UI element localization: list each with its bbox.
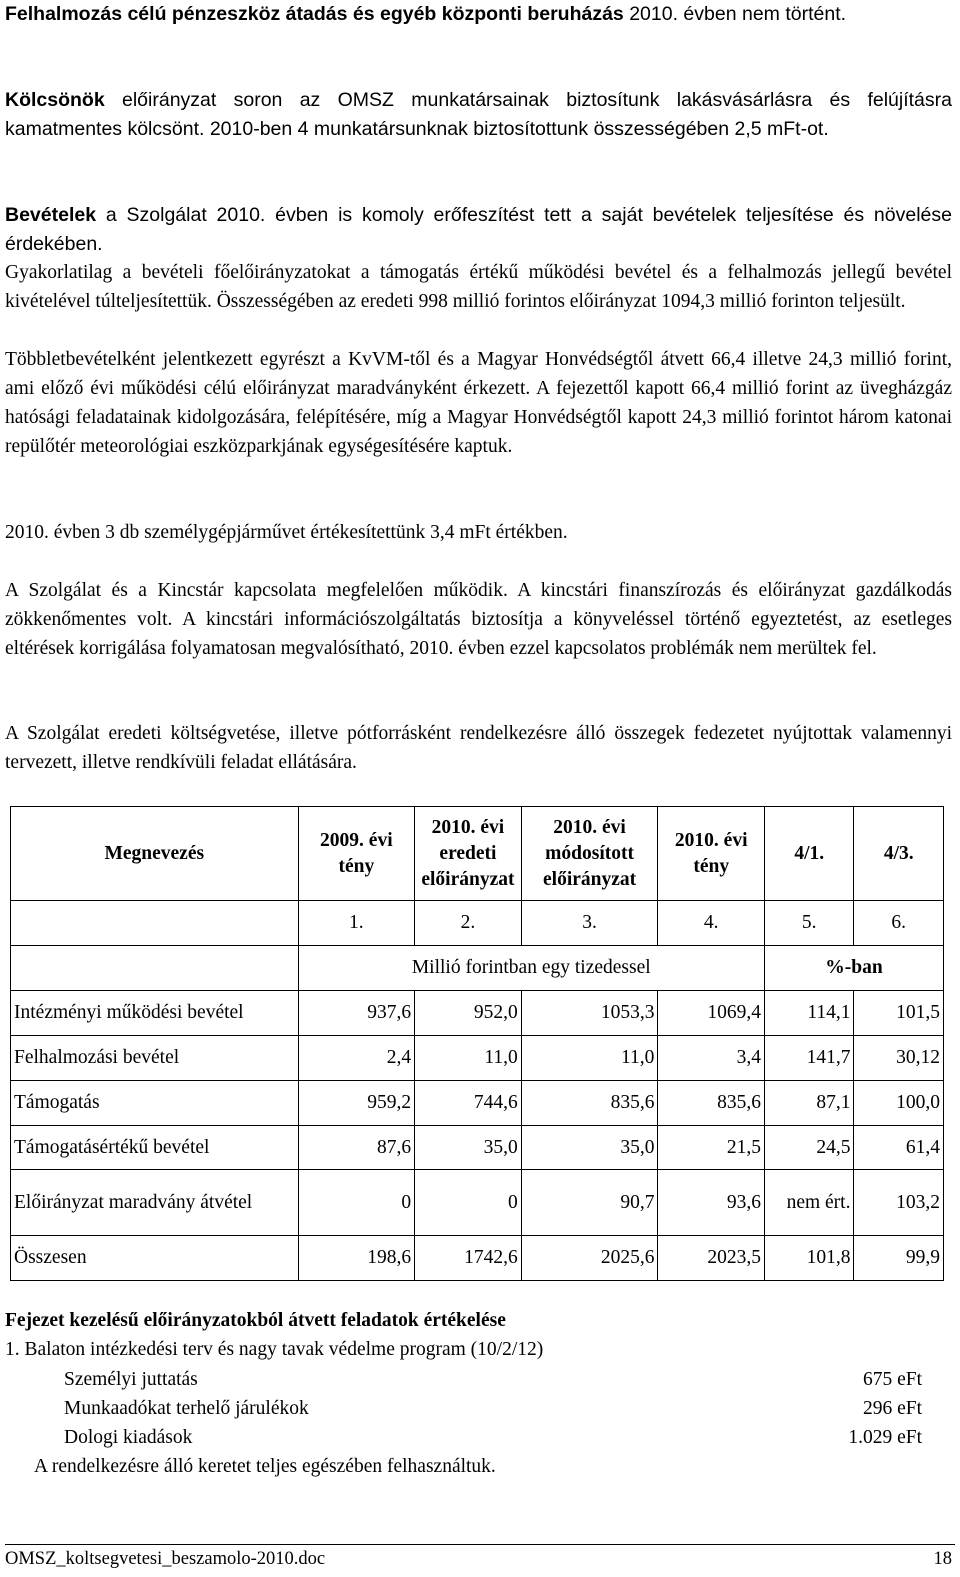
expense-amount: 1.029 eFt: [848, 1427, 922, 1448]
header-ratio-4-1: 4/1.: [765, 807, 854, 901]
section-title: Fejezet kezelésű előirányzatokból átvett feladatok értékelése: [5, 1310, 506, 1331]
cell-value: 959,2: [298, 1081, 415, 1126]
cell-value: 61,4: [854, 1126, 944, 1170]
table-unit-row: [11, 946, 944, 991]
table-row: [11, 1126, 944, 1170]
row-label: Támogatás: [11, 1081, 299, 1126]
colnum-3: 3.: [521, 901, 658, 946]
footer-page-number: 18: [933, 1549, 952, 1569]
paragraph-investment: [5, 0, 952, 29]
cell-value: 99,9: [854, 1236, 944, 1281]
table-row: [11, 1036, 944, 1081]
cell-value: 835,6: [658, 1081, 765, 1126]
paragraph-treasury: A Szolgálat és a Kincstár kapcsolata megfelelően működik. A kincstári finanszírozás és előirányzat gazdálkodás zökkenőmentes volt. A kincstári információszolgáltatás biztosítja a könyveléssel történő egyeztetést, az esetleges eltérések korrigálása folyamatosan megvalósítható, 2010. évben ezzel kapcsolatos problémák nem merültek fel.: [5, 580, 952, 659]
cell-value: 1742,6: [415, 1236, 522, 1281]
paragraph-extra-revenue: Többletbevételként jelentkezett egyrészt a KvVM-től és a Magyar Honvédségtől átvett 66,4 illetve 24,3 millió forint, ami előző évi működési célú előirányzat maradványként érkezett. A fejezettől kapott 66,4 millió forint az üvegházgáz hatósági feladatainak kidolgozására, felépítésére, míg a Magyar Honvédségtől kapott 24,3 millió forintot három katonai repülőtér meteorológiai eszközparkjának egységesítésére kaptuk.: [5, 349, 952, 457]
cell-value: 198,6: [298, 1236, 415, 1281]
text-investment: 2010. évben nem történt.: [623, 3, 847, 25]
text-loans: előirányzat soron az OMSZ munkatársainak biztosítunk lakásvásárlásra és felújításra kamatmentes kölcsönt. 2010-ben 4 munkatársunknak biztosítottunk összességében 2,5 mFt-ot.: [5, 89, 952, 140]
heading-revenue: Bevételek: [5, 204, 97, 226]
heading-loans: Kölcsönök: [5, 89, 105, 111]
cell-value: 3,4: [658, 1036, 765, 1081]
colnum-4: 4.: [658, 901, 765, 946]
cell-value: 87,1: [765, 1081, 854, 1126]
cell-value: 1053,3: [521, 991, 658, 1036]
cell-value: 141,7: [765, 1036, 854, 1081]
cell-value: 0: [298, 1170, 415, 1236]
expense-line: [64, 1365, 922, 1394]
cell-value: 952,0: [415, 991, 522, 1036]
paragraph-overfulfilment: Gyakorlatilag a bevételi főelőirányzatokat a támogatás értékű működési bevétel és a felhalmozás jellegű bevétel kivételével túlteljesítettük. Összességében az eredeti 998 millió forintos előirányzat 1094,3 millió forinton teljesült.: [5, 262, 952, 312]
cell-value: 35,0: [521, 1126, 658, 1170]
text-revenue: a Szolgálat 2010. évben is komoly erőfeszítést tett a saját bevételek teljesítése és növelése érdekében.: [5, 204, 952, 255]
table-header-row: [11, 807, 944, 901]
expense-name: Munkaadókat terhelő járulékok: [64, 1398, 309, 1419]
cell-value: 35,0: [415, 1126, 522, 1170]
header-ratio-4-3: 4/3.: [854, 807, 944, 901]
row-label: Intézményi működési bevétel: [11, 991, 299, 1036]
cell-value: 11,0: [521, 1036, 658, 1081]
expense-line: [64, 1394, 922, 1423]
cell-value: 24,5: [765, 1126, 854, 1170]
header-2010-modified: 2010. évi módosított előirányzat: [521, 807, 658, 901]
cell-value: 1069,4: [658, 991, 765, 1036]
expense-name: Személyi juttatás: [64, 1369, 198, 1390]
row-label: Előirányzat maradvány átvétel: [11, 1170, 299, 1236]
unit-percent: %-ban: [765, 946, 944, 991]
expense-name: Dologi kiadások: [64, 1427, 193, 1448]
colnum-2: 2.: [415, 901, 522, 946]
header-2009-actual: 2009. évi tény: [298, 807, 415, 901]
cell-value: 90,7: [521, 1170, 658, 1236]
table-total-row: [11, 1236, 944, 1281]
cell-value: 100,0: [854, 1081, 944, 1126]
expense-amount: 296 eFt: [862, 1398, 922, 1419]
cell-value: 21,5: [658, 1126, 765, 1170]
header-2010-original: 2010. évi eredeti előirányzat: [415, 807, 522, 901]
row-label: Felhalmozási bevétel: [11, 1036, 299, 1081]
colnum-1: 1.: [298, 901, 415, 946]
unit-million: Millió forintban egy tizedessel: [298, 946, 764, 991]
cell-value: 93,6: [658, 1170, 765, 1236]
cell-value: 937,6: [298, 991, 415, 1036]
cell-value: 0: [415, 1170, 522, 1236]
expense-line: [64, 1423, 922, 1452]
paragraph-vehicles: 2010. évben 3 db személygépjárművet értékesítettünk 3,4 mFt értékben.: [5, 522, 568, 543]
section-note: A rendelkezésre álló keretet teljes egészében felhasználtuk.: [34, 1456, 496, 1477]
unit-empty: [11, 946, 299, 991]
cell-value: 835,6: [521, 1081, 658, 1126]
table-row: [11, 991, 944, 1036]
cell-value: 11,0: [415, 1036, 522, 1081]
colnum-6: 6.: [854, 901, 944, 946]
cell-value: 2,4: [298, 1036, 415, 1081]
footer-filename: OMSZ_koltsegvetesi_beszamolo-2010.doc: [5, 1549, 326, 1569]
cell-value: 103,2: [854, 1170, 944, 1236]
cell-value: 101,8: [765, 1236, 854, 1281]
colnum-5: 5.: [765, 901, 854, 946]
table-colnum-row: [11, 901, 944, 946]
cell-value: 2025,6: [521, 1236, 658, 1281]
table-row: [11, 1170, 944, 1236]
header-2010-actual: 2010. évi tény: [658, 807, 765, 901]
cell-value: 101,5: [854, 991, 944, 1036]
row-label: Támogatásértékű bevétel: [11, 1126, 299, 1170]
section-item-1: 1. Balaton intézkedési terv és nagy tavak védelme program (10/2/12): [5, 1339, 544, 1360]
cell-value: 114,1: [765, 991, 854, 1036]
header-name: Megnevezés: [11, 807, 299, 901]
revenue-table: [10, 806, 944, 1281]
cell-value: 744,6: [415, 1081, 522, 1126]
colnum-empty: [11, 901, 299, 946]
row-label-total: Összesen: [11, 1236, 299, 1281]
cell-value: 87,6: [298, 1126, 415, 1170]
paragraph-budget-coverage: A Szolgálat eredeti költségvetése, illetve pótforrásként rendelkezésre álló összegek fedezetet nyújtottak valamennyi tervezett, illetve rendkívüli feladat ellátására.: [5, 723, 952, 773]
expense-amount: 675 eFt: [862, 1369, 922, 1390]
cell-value: 30,12: [854, 1036, 944, 1081]
heading-investment: Felhalmozás célú pénzeszköz átadás és egyéb központi beruházás: [5, 3, 624, 25]
paragraph-revenue: [5, 201, 952, 259]
cell-value: nem ért.: [765, 1170, 854, 1236]
cell-value: 2023,5: [658, 1236, 765, 1281]
table-row: [11, 1081, 944, 1126]
paragraph-loans: [5, 86, 952, 144]
